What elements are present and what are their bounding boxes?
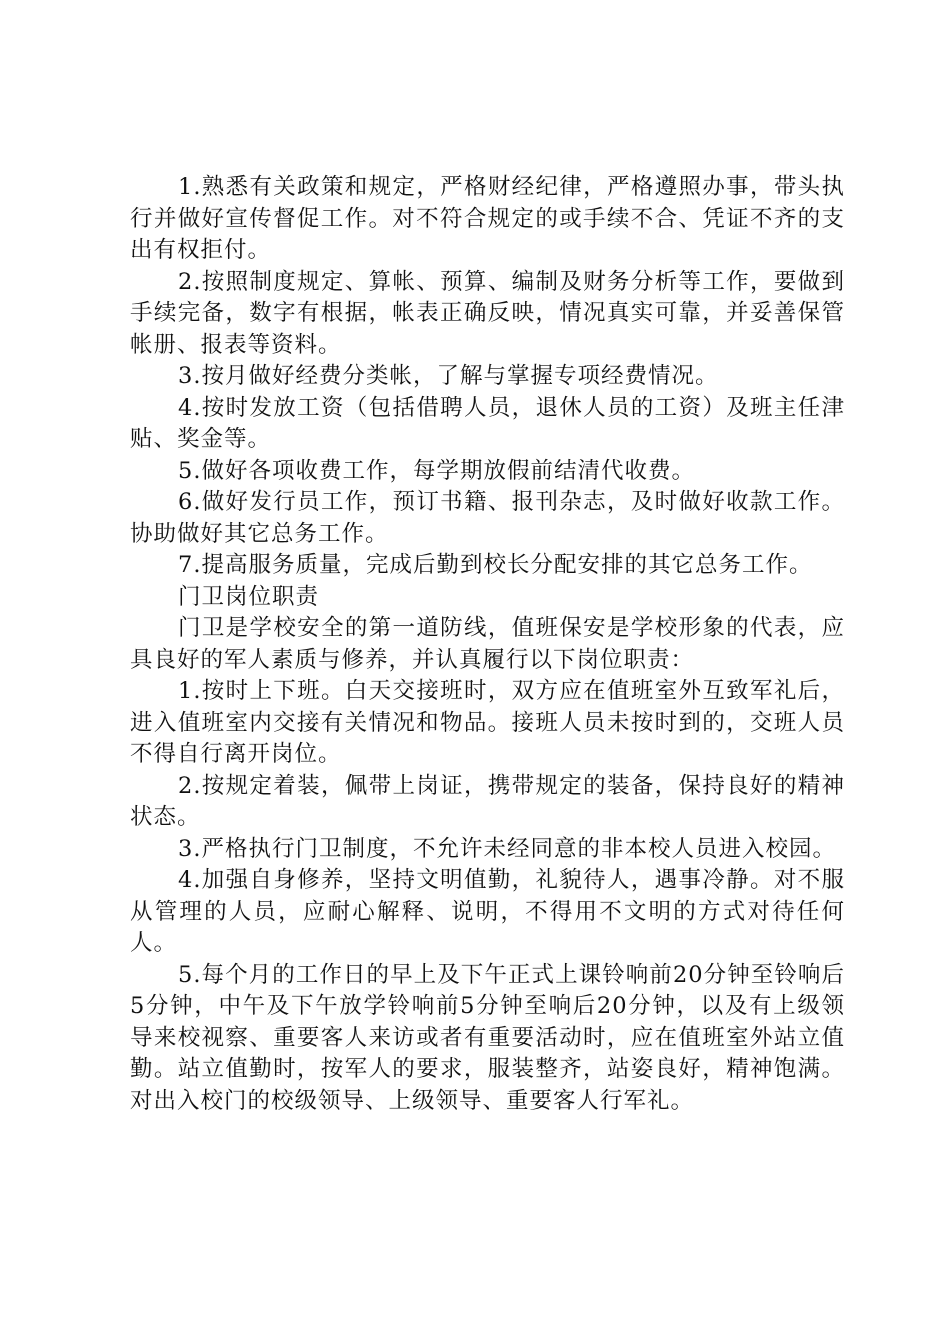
finance-duty-4: 4.按时发放工资（包括借聘人员，退休人员的工资）及班主任津贴、奖金等。 [130, 394, 845, 452]
finance-duty-2: 2.按照制度规定、算帐、预算、编制及财务分析等工作，要做到手续完备，数字有根据，帐表正确反映，情况真实可靠，并妥善保管帐册、报表等资料。 [130, 268, 845, 358]
document-body [130, 172, 845, 1117]
guard-duty-3: 3.严格执行门卫制度，不允许未经同意的非本校人员进入校园。 [178, 835, 836, 862]
finance-duty-5: 5.做好各项收费工作，每学期放假前结清代收费。 [178, 457, 695, 484]
guard-duty-4: 4.加强自身修养，坚持文明值勤，礼貌待人，遇事冷静。对不服从管理的人员，应耐心解释、说明，不得用不文明的方式对待任何人。 [130, 867, 845, 956]
finance-duty-1: 1.熟悉有关政策和规定，严格财经纪律，严格遵照办事，带头执行并做好宣传督促工作。对不符合规定的或手续不合、凭证不齐的支出有权拒付。 [130, 174, 845, 263]
guard-duty-1: 1.按时上下班。白天交接班时，双方应在值班室外互致军礼后，进入值班室内交接有关情况和物品。接班人员未按时到的，交班人员不得自行离开岗位。 [130, 678, 845, 767]
section-title-guard: 门卫岗位职责 [178, 583, 320, 610]
finance-duty-7: 7.提高服务质量，完成后勤到校长分配安排的其它总务工作。 [178, 552, 813, 578]
guard-duty-2: 2.按规定着装，佩带上岗证，携带规定的装备，保持良好的精神状态。 [130, 772, 845, 830]
guard-intro: 门卫是学校安全的第一道防线，值班保安是学校形象的代表，应具良好的军人素质与修养，并认真履行以下岗位职责： [130, 615, 845, 673]
finance-duty-6: 6.做好发行员工作，预订书籍、报刊杂志，及时做好收款工作。协助做好其它总务工作。 [130, 489, 845, 547]
finance-duty-3: 3.按月做好经费分类帐，了解与掌握专项经费情况。 [178, 363, 719, 389]
guard-duty-5: 5.每个月的工作日的早上及下午正式上课铃响前20分钟至铃响后5分钟，中午及下午放学铃响前5分钟至响后20分钟，以及有上级领导来校视察、重要客人来访或者有重要活动时，应在值班室外站立值勤。站立值勤时，按军人的要求，服装整齐，站姿良好，精神饱满。对出入校门的校级领导、上级领导、重要客人行军礼。 [130, 961, 845, 1114]
